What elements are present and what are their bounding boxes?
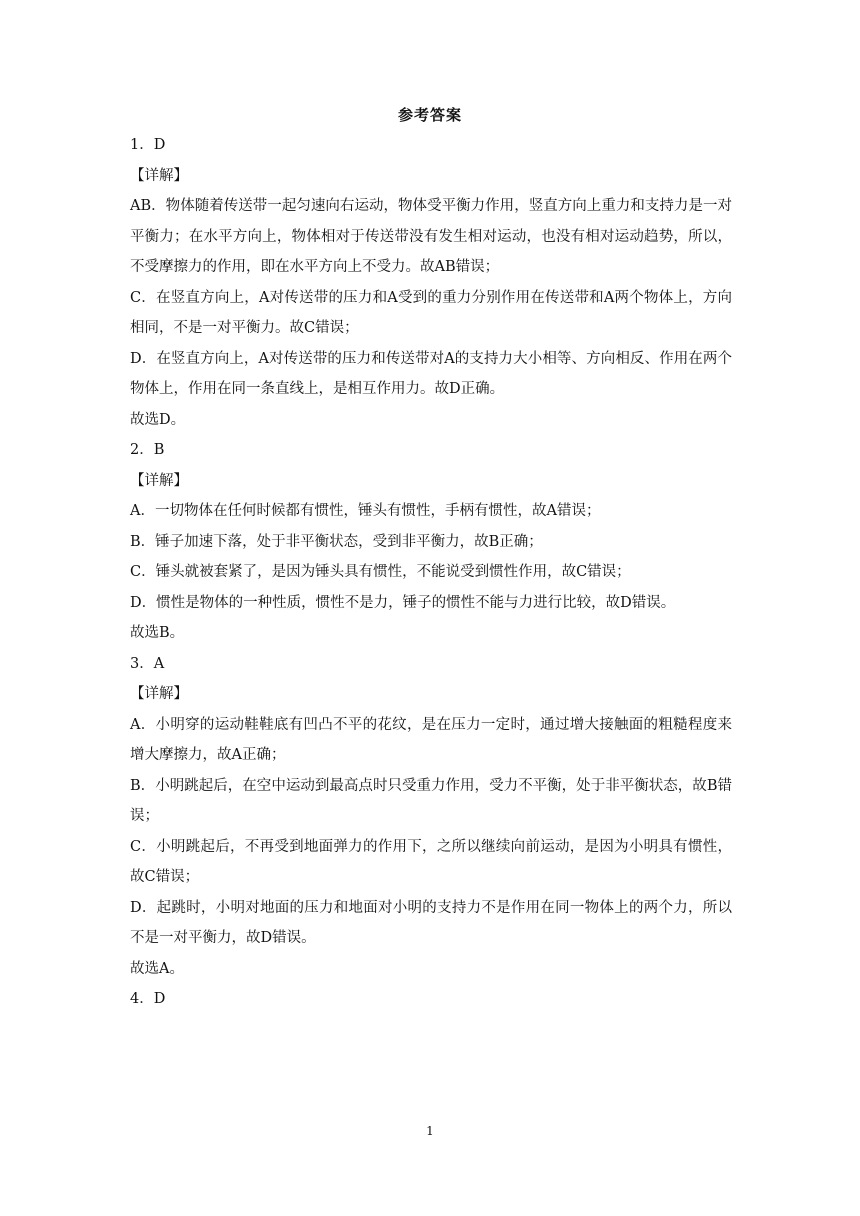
question-3-option-d: D．起跳时，小明对地面的压力和地面对小明的支持力不是作用在同一物体上的两个力，所以不是一对平衡力，故D错误。 xyxy=(130,899,732,946)
question-2-detail-label: 【详解】 xyxy=(130,472,188,489)
question-4 xyxy=(130,984,732,1015)
answer-content xyxy=(130,130,732,1015)
page-title: 参考答案 xyxy=(397,106,462,124)
question-3-option-a: A．小明穿的运动鞋鞋底有凹凸不平的花纹，是在压力一定时，通过增大接触面的粗糙程度来增大摩擦力，故A正确； xyxy=(130,716,732,763)
question-1-answer: 1．D xyxy=(130,137,166,153)
question-1-detail-label: 【详解】 xyxy=(130,167,188,184)
question-3-option-c: C．小明跳起后，不再受到地面弹力的作用下，之所以继续向前运动，是因为小明具有惯性，故C错误； xyxy=(130,838,732,885)
page-number: 1 xyxy=(426,1124,434,1138)
question-2-conclusion: 故选B。 xyxy=(130,625,185,641)
question-1-option-d: D．在竖直方向上，A对传送带的压力和传送带对A的支持力大小相等、方向相反、作用在两个物体上，作用在同一条直线上，是相互作用力。故D正确。 xyxy=(130,350,732,397)
question-2-answer: 2．B xyxy=(130,442,165,458)
question-4-answer: 4．D xyxy=(130,991,166,1007)
question-3 xyxy=(130,649,732,985)
question-2-option-b: B．锤子加速下落，处于非平衡状态，受到非平衡力，故B正确； xyxy=(130,533,543,550)
question-2-option-a: A．一切物体在任何时候都有惯性，锤头有惯性，手柄有惯性，故A错误； xyxy=(130,503,601,519)
question-1 xyxy=(130,130,732,435)
question-1-conclusion: 故选D。 xyxy=(130,411,186,428)
question-3-answer: 3．A xyxy=(130,655,165,672)
question-3-option-b: B．小明跳起后，在空中运动到最高点时只受重力作用，受力不平衡，处于非平衡状态，故B错误； xyxy=(130,777,732,824)
question-1-option-c: C．在竖直方向上，A对传送带的压力和A受到的重力分别作用在传送带和A两个物体上，方向相同，不是一对平衡力。故C错误； xyxy=(130,289,732,336)
question-1-option-ab: AB．物体随着传送带一起匀速向右运动，物体受平衡力作用，竖直方向上重力和支持力是一对平衡力；在水平方向上，物体相对于传送带没有发生相对运动，也没有相对运动趋势，所以，不受摩擦力的作用，即在水平方向上不受力。故AB错误； xyxy=(130,198,732,275)
question-2-option-c: C．锤头就被套紧了，是因为锤头具有惯性，不能说受到惯性作用，故C错误； xyxy=(130,564,631,580)
question-2-option-d: D．惯性是物体的一种性质，惯性不是力，锤子的惯性不能与力进行比较，故D错误。 xyxy=(130,594,676,611)
question-3-conclusion: 故选A。 xyxy=(130,960,184,977)
question-3-detail-label: 【详解】 xyxy=(130,686,188,702)
question-2 xyxy=(130,435,732,649)
